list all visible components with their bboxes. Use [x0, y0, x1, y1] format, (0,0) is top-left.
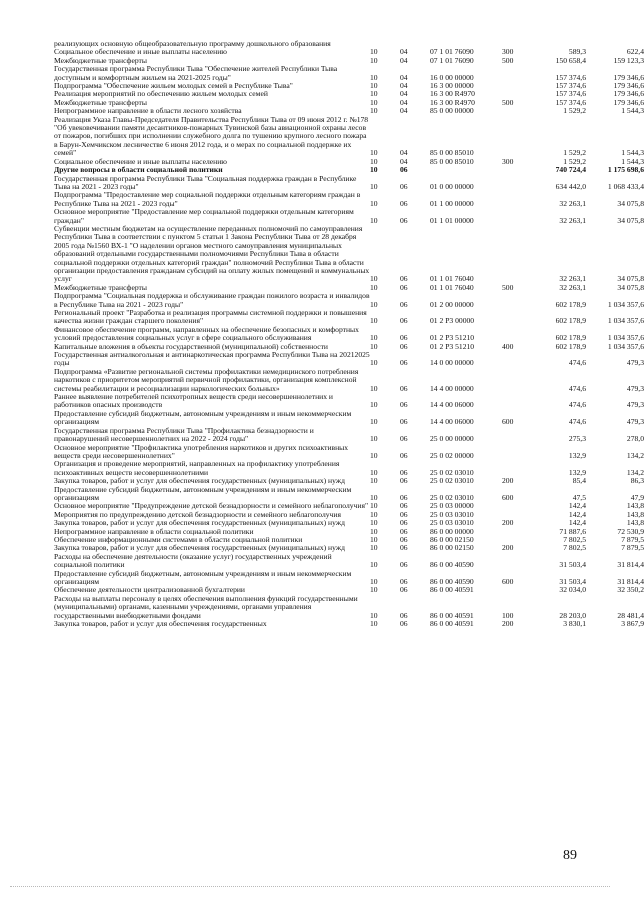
row-subsection-code: 04 — [400, 97, 408, 107]
row-target-article: 86 0 00 40590 — [430, 577, 474, 586]
row-expense-type — [502, 225, 528, 284]
row-name: Обеспечение информационными системами в области социальной политики — [54, 534, 303, 544]
row-amount-year-2: 479,3 — [626, 383, 644, 393]
row-amount-year-1: 602 178,9 — [555, 341, 586, 351]
row-amount-year-1: 602 178,9 — [555, 299, 586, 309]
row-section-code: 10 — [370, 165, 378, 175]
row-name: Мероприятия по предупреждению детской безнадзорности и семейного неблагополучия — [54, 509, 341, 519]
row-section-code: 10 — [370, 509, 378, 519]
table-row — [54, 444, 644, 461]
row-subsection-code: 06 — [400, 383, 408, 393]
row-amount-year-2: 7 879,5 — [621, 543, 644, 553]
row-amount-year-2: 179 346,6 — [613, 97, 644, 107]
row-subsection-code: 06 — [400, 299, 408, 309]
row-name: Закупка товаров, работ и услуг для обеспечения государственных (муниципальных) нужд — [54, 518, 345, 528]
row-target-article: 25 0 02 03010 — [430, 476, 474, 486]
row-subsection-code: 06 — [400, 282, 408, 292]
row-section-code: 10 — [370, 215, 378, 225]
row-target-article: 01 2 P3 00000 — [430, 316, 475, 326]
table-row — [54, 326, 644, 343]
row-name: Предоставление субсидий бюджетным, автономным учреждениям и иным некоммерческим организациям — [54, 408, 352, 427]
row-expense-type — [502, 175, 528, 192]
row-amount-year-1: 1 529,2 — [563, 148, 586, 158]
row-name: Обеспечение деятельности централизованной бухгалтерии — [54, 585, 245, 595]
row-amount-year-2: 34 075,8 — [617, 274, 644, 284]
row-expense-type — [502, 191, 528, 208]
row-name: Подпрограмма «Развитие региональной системы профилактики немедицинского потребления наркотиков с приоритетом мероприятий первичной профилактики, организация комплексной системы реабилитации и ресоциализации наркологических больных» — [54, 366, 359, 393]
row-expense-type — [502, 166, 528, 174]
row-expense-type: 600 — [502, 492, 514, 502]
budget-table — [54, 40, 644, 628]
row-subsection-code: 06 — [400, 518, 408, 528]
row-amount-year-2: 1 544,3 — [621, 106, 644, 116]
table-row — [54, 65, 644, 82]
row-expense-type — [502, 326, 528, 343]
row-target-article: 16 0 00 00000 — [430, 72, 474, 82]
row-target-article: 86 0 00 40591 — [430, 585, 474, 595]
row-name: Межбюджетные трансферты — [54, 282, 147, 292]
row-expense-type: 200 — [502, 476, 514, 486]
row-expense-type: 300 — [502, 47, 514, 57]
row-target-article: 25 0 02 03010 — [430, 492, 474, 502]
row-section-code: 10 — [370, 72, 378, 82]
row-expense-type — [502, 502, 528, 510]
row-amount-year-2: 31 814,4 — [617, 560, 644, 570]
row-subsection-code: 06 — [400, 577, 408, 586]
row-expense-type — [502, 208, 528, 225]
table-row — [54, 292, 644, 309]
row-name: Основное мероприятие "Предоставление мер социальной поддержки отдельным категориям граждан" — [54, 207, 354, 225]
row-target-article: 16 3 00 R4970 — [430, 89, 475, 99]
row-amount-year-2: 1 175 698,6 — [607, 165, 644, 175]
row-target-article: 25 0 02 03010 — [430, 467, 474, 477]
row-name: Межбюджетные трансферты — [54, 97, 147, 107]
row-name: Раннее выявление потребителей психотропных веществ среди несовершеннолетних и работников опасных производств — [54, 392, 333, 410]
row-section-code: 10 — [370, 610, 378, 620]
row-subsection-code: 06 — [400, 274, 408, 284]
row-section-code: 10 — [370, 383, 378, 393]
row-amount-year-2: 143,8 — [626, 518, 644, 528]
row-section-code: 10 — [370, 89, 378, 99]
row-section-code: 10 — [370, 476, 378, 486]
row-name: Подпрограмма "Предоставление мер социальной поддержки отдельным категориям граждан в Республике Тыва на 2021 - 2023 годы" — [54, 190, 361, 208]
row-subsection-code: 04 — [400, 47, 408, 57]
row-amount-year-2: 1 034 357,6 — [607, 333, 644, 343]
budget-table-body — [54, 40, 644, 628]
row-amount-year-1: 32 263,1 — [559, 274, 586, 284]
table-row — [54, 553, 644, 570]
row-subsection-code: 06 — [400, 450, 408, 460]
row-subsection-code: 06 — [400, 610, 408, 620]
row-name: Непрограммное направление в области социальной политики — [54, 526, 254, 536]
row-amount-year-1: 157 374,6 — [555, 72, 586, 82]
row-target-article: 85 0 00 85010 — [430, 156, 474, 166]
row-subsection-code: 06 — [400, 341, 408, 351]
table-row — [54, 427, 644, 444]
row-target-article: 14 4 00 06000 — [430, 400, 474, 410]
row-expense-type — [502, 553, 528, 570]
row-amount-year-1: 157 374,6 — [555, 89, 586, 99]
row-expense-type — [502, 107, 528, 115]
row-name: Основное мероприятие "Предупреждение детской безнадзорности и семейного неблагополучия" — [54, 501, 369, 511]
row-amount-year-1: 31 503,4 — [559, 577, 586, 586]
row-amount-year-1: 474,6 — [568, 383, 586, 393]
row-amount-year-1: 132,9 — [568, 450, 586, 460]
row-amount-year-2: 134,2 — [626, 467, 644, 477]
row-amount-year-1: 71 887,6 — [559, 526, 586, 536]
row-amount-year-2: 34 075,8 — [617, 282, 644, 292]
row-amount-year-2: 143,8 — [626, 509, 644, 519]
row-name: Предоставление субсидий бюджетным, автономным учреждениям и иным некоммерческим организациям — [54, 568, 352, 586]
row-amount-year-1: 3 830,1 — [563, 619, 586, 629]
row-subsection-code: 04 — [400, 156, 408, 166]
row-amount-year-1: 32 263,1 — [559, 215, 586, 225]
row-subsection-code: 06 — [400, 215, 408, 225]
row-amount-year-2: 159 123,3 — [613, 55, 644, 65]
row-amount-year-1: 157 374,6 — [555, 81, 586, 91]
row-subsection-code: 06 — [400, 198, 408, 208]
row-section-code: 10 — [370, 282, 378, 292]
row-amount-year-2: 134,2 — [626, 450, 644, 460]
row-expense-type: 100 — [502, 610, 514, 620]
row-expense-type: 500 — [502, 282, 514, 292]
row-target-article: 01 1 01 00000 — [430, 215, 474, 225]
row-section-code: 10 — [370, 585, 378, 595]
row-target-article: 25 0 03 03010 — [430, 518, 474, 528]
row-target-article: 01 0 00 00000 — [430, 181, 474, 191]
row-subsection-code: 04 — [400, 81, 408, 91]
row-amount-year-1: 150 658,4 — [555, 55, 586, 65]
row-amount-year-2: 34 075,8 — [617, 215, 644, 225]
row-target-article: 01 1 01 76040 — [430, 274, 474, 284]
row-expense-type: 300 — [502, 156, 514, 166]
table-row — [54, 175, 644, 192]
row-amount-year-1: 47,5 — [572, 492, 586, 502]
row-amount-year-1: 85,4 — [572, 476, 586, 486]
row-amount-year-2: 1 034 357,6 — [607, 341, 644, 351]
row-amount-year-1: 275,3 — [568, 434, 586, 444]
row-target-article: 25 0 02 00000 — [430, 450, 474, 460]
row-target-article: 14 4 00 00000 — [430, 383, 474, 393]
row-section-code: 10 — [370, 417, 378, 427]
row-target-article: 86 0 00 40591 — [430, 619, 474, 629]
row-section-code: 10 — [370, 299, 378, 309]
row-target-article: 14 4 00 06000 — [430, 417, 474, 427]
row-amount-year-2: 3 867,9 — [621, 619, 644, 629]
row-section-code: 10 — [370, 526, 378, 536]
row-name: Региональный проект "Разработка и реализация программы системной поддержки и повышения качества жизни граждан старшего поколения" — [54, 308, 367, 326]
row-amount-year-2: 1 544,3 — [621, 148, 644, 158]
row-name: Закупка товаров, работ и услуг для обеспечения государственных (муниципальных) нужд — [54, 543, 345, 553]
row-amount-year-1: 32 263,1 — [559, 198, 586, 208]
row-target-article: 86 0 00 40590 — [430, 560, 474, 570]
row-expense-type: 200 — [502, 619, 514, 629]
row-target-article: 86 0 00 02150 — [430, 543, 474, 553]
row-expense-type: 500 — [502, 97, 514, 107]
row-amount-year-1: 474,6 — [568, 358, 586, 368]
row-target-article: 85 0 00 85010 — [430, 148, 474, 158]
row-subsection-code: 06 — [400, 534, 408, 544]
row-amount-year-1: 157 374,6 — [555, 97, 586, 107]
row-amount-year-2: 1 544,3 — [621, 156, 644, 166]
row-amount-year-1: 474,6 — [568, 417, 586, 427]
row-expense-type — [502, 82, 528, 90]
row-section-code: 10 — [370, 560, 378, 570]
row-expense-type: 200 — [502, 543, 514, 553]
row-name: Социальное обеспечение и иные выплаты населению — [54, 156, 227, 166]
row-name: Другие вопросы в области социальной политики — [54, 165, 223, 175]
row-section-code: 10 — [370, 156, 378, 166]
row-target-article — [430, 166, 502, 174]
row-subsection-code: 06 — [400, 492, 408, 502]
row-name: Государственная программа Республики Тыва "Профилактика безнадзорности и правонарушений несовершеннолетних на 2022 - 2024 годы" — [54, 425, 314, 444]
row-subsection-code: 04 — [400, 89, 408, 99]
row-amount-year-1: 31 503,4 — [559, 560, 586, 570]
row-expense-type: 600 — [502, 417, 514, 427]
row-amount-year-2: 622,4 — [626, 47, 644, 57]
row-amount-year-1: 474,6 — [568, 400, 586, 410]
row-amount-year-2: 1 034 357,6 — [607, 316, 644, 326]
row-subsection-code: 06 — [400, 316, 408, 326]
row-amount-year-2: 7 879,5 — [621, 534, 644, 544]
row-section-code: 10 — [370, 543, 378, 553]
row-subsection-code: 06 — [400, 619, 408, 629]
row-name: Реализация мероприятий по обеспечению жильем молодых семей — [54, 89, 268, 99]
row-section-code: 10 — [370, 316, 378, 326]
table-row — [54, 116, 644, 158]
row-name: Расходы на обеспечение деятельности (оказание услуг) государственных учреждений социальной политики — [54, 551, 332, 570]
row-amount-year-2: 179 346,6 — [613, 72, 644, 82]
row-section-code: 10 — [370, 434, 378, 444]
row-subsection-code: 06 — [400, 501, 408, 511]
row-section-code: 10 — [370, 518, 378, 528]
row-subsection-code: 04 — [400, 148, 408, 158]
table-row — [54, 595, 644, 620]
row-section-code: 10 — [370, 467, 378, 477]
row-name: Организация и проведение мероприятий, направленных на профилактику употребления психоактивных веществ несовершеннолетними — [54, 459, 340, 477]
table-row — [54, 368, 644, 393]
row-expense-type: 600 — [502, 577, 514, 586]
row-amount-year-1: 602 178,9 — [555, 316, 586, 326]
row-section-code: 10 — [370, 106, 378, 116]
row-name: Подпрограмма "Обеспечение жильем молодых семей в Республике Тыва" — [54, 81, 293, 91]
row-target-article: 01 2 P3 51210 — [430, 333, 475, 343]
row-name: Расходы на выплаты персоналу в целях обеспечения выполнения функций государственными (муниципальными) органами, казенными учреждениями, органами управления государственными внебюджетными фондами — [54, 593, 358, 620]
table-row — [54, 410, 644, 427]
row-subsection-code: 06 — [400, 476, 408, 486]
row-amount-year-2: 28 481,4 — [617, 610, 644, 620]
row-name: Субвенции местным бюджетам на осуществление переданных полномочий по самоуправления Республики Тыва в соответствии с пунктом 5 статьи 1 Закона Республики Тыва от 28 декабря 2005 года №1560 ВХ-1 "О наделении органов местного самоуправления муниципальных образований отдельными государственными полномочиями Республики Тыва в области социальной поддержки отдельных категорий граждан" полномочий Республики Тыва в области организации предоставления гражданам субсидий на оплату жилых помещений и коммунальных услуг — [54, 223, 370, 284]
row-amount-year-2: 479,3 — [626, 400, 644, 410]
row-section-code: 10 — [370, 148, 378, 158]
row-name: Закупка товаров, работ и услуг для обеспечения государственных — [54, 619, 267, 629]
row-amount-year-2: 86,3 — [630, 476, 644, 486]
row-section-code: 10 — [370, 400, 378, 410]
row-name: Социальное обеспечение и иные выплаты населению — [54, 47, 227, 57]
row-subsection-code: 06 — [400, 543, 408, 553]
row-section-code: 10 — [370, 358, 378, 368]
row-section-code: 10 — [370, 81, 378, 91]
row-section-code: 10 — [370, 198, 378, 208]
row-amount-year-2: 47,9 — [630, 492, 644, 502]
row-subsection-code: 04 — [400, 72, 408, 82]
row-subsection-code: 06 — [400, 417, 408, 427]
table-row — [54, 570, 644, 587]
row-expense-type: 200 — [502, 518, 514, 528]
row-name: Межбюджетные трансферты — [54, 55, 147, 65]
table-row — [54, 486, 644, 503]
row-amount-year-2: 143,8 — [626, 501, 644, 511]
row-name: Государственная программа Республики Тыва "Обеспечение жителей Республики Тыва доступным и комфортным жильем на 2021-2025 годы" — [54, 64, 338, 82]
row-name: Финансовое обеспечение программ, направленных на обеспечение безопасных и комфортных условий предоставления социальных услуг в сфере социального обслуживания — [54, 324, 359, 343]
row-amount-year-1: 589,3 — [568, 47, 586, 57]
row-expense-type — [502, 393, 528, 410]
row-name: Государственная антиалкогольная и антинаркотическая программа Республики Тыва на 20212025 годы — [54, 350, 370, 368]
row-amount-year-2: 31 814,4 — [617, 577, 644, 586]
table-row — [54, 191, 644, 208]
row-expense-type — [502, 65, 528, 82]
row-amount-year-1: 602 178,9 — [555, 333, 586, 343]
row-expense-type — [502, 427, 528, 444]
row-name: реализующих основную общеобразовательную программу дошкольного образования — [54, 39, 331, 48]
row-amount-year-2: 72 530,9 — [617, 526, 644, 536]
row-subsection-code: 06 — [400, 400, 408, 410]
row-subsection-code: 06 — [400, 585, 408, 595]
row-section-code: 10 — [370, 619, 378, 629]
row-name: Подпрограмма "Социальная поддержка и обслуживание граждан пожилого возраста и инвалидов в Республике Тыва на 2021 - 2023 годы" — [54, 291, 370, 309]
row-amount-year-2: 179 346,6 — [613, 89, 644, 99]
table-row — [54, 393, 644, 410]
row-amount-year-1: 1 529,2 — [563, 156, 586, 166]
row-subsection-code: 04 — [400, 106, 408, 116]
row-section-code: 10 — [370, 47, 378, 57]
row-target-article: 16 3 00 00000 — [430, 81, 474, 91]
row-amount-year-2: 278,0 — [626, 434, 644, 444]
row-section-code: 10 — [370, 333, 378, 343]
row-amount-year-1: 634 442,0 — [555, 181, 586, 191]
row-amount-year-1: 7 802,5 — [563, 534, 586, 544]
table-row — [54, 351, 644, 368]
row-target-article: 85 0 00 00000 — [430, 106, 474, 116]
row-name: Непрограммное направление в области лесного хозяйства — [54, 106, 242, 116]
row-target-article: 16 3 00 R4970 — [430, 97, 475, 107]
row-amount-year-1: 7 802,5 — [563, 543, 586, 553]
row-target-article: 86 0 00 02150 — [430, 534, 474, 544]
row-amount-year-1: 28 203,0 — [559, 610, 586, 620]
row-section-code: 10 — [370, 501, 378, 511]
row-amount-year-2: 32 350,2 — [617, 585, 644, 595]
row-name: Закупка товаров, работ и услуг для обеспечения государственных (муниципальных) нужд — [54, 476, 345, 486]
row-expense-type: 400 — [502, 341, 514, 351]
row-name: Государственная программа Республики Тыва "Социальная поддержка граждан в Республике Тыва на 2021 - 2023 годы" — [54, 173, 357, 191]
row-amount-year-1: 1 529,2 — [563, 106, 586, 116]
row-amount-year-2: 1 068 433,4 — [607, 181, 644, 191]
row-target-article: 01 2 P3 51210 — [430, 341, 475, 351]
row-expense-type — [502, 292, 528, 309]
row-target-article: 25 0 00 00000 — [430, 434, 474, 444]
table-row — [54, 225, 644, 284]
table-row — [54, 309, 644, 326]
row-amount-year-1: 32 263,1 — [559, 282, 586, 292]
row-subsection-code: 06 — [400, 358, 408, 368]
row-amount-year-1: 740 724,4 — [555, 165, 586, 175]
row-amount-year-2: 1 034 357,6 — [607, 299, 644, 309]
row-section-code: 10 — [370, 534, 378, 544]
row-name: Основное мероприятие "Профилактика употребления наркотиков и других психоактивных веществ среди несовершеннолетних" — [54, 442, 349, 460]
page-number: 89 — [563, 848, 577, 863]
row-section-code: 10 — [370, 492, 378, 502]
row-target-article: 07 1 01 76090 — [430, 47, 474, 57]
row-expense-type — [502, 586, 528, 594]
row-subsection-code: 06 — [400, 467, 408, 477]
row-section-code: 10 — [370, 274, 378, 284]
row-amount-year-2: 179 346,6 — [613, 81, 644, 91]
table-row — [54, 208, 644, 225]
row-expense-type — [502, 460, 528, 477]
row-amount-year-1: 132,9 — [568, 467, 586, 477]
row-amount-year-1: 142,4 — [568, 518, 586, 528]
row-subsection-code: 04 — [400, 55, 408, 65]
row-subsection-code: 06 — [400, 509, 408, 519]
row-section-code: 10 — [370, 181, 378, 191]
row-expense-type: 500 — [502, 55, 514, 65]
row-subsection-code: 06 — [400, 165, 408, 175]
row-amount-year-2: 479,3 — [626, 358, 644, 368]
row-subsection-code: 06 — [400, 434, 408, 444]
row-expense-type — [502, 368, 528, 393]
row-target-article: 01 1 00 00000 — [430, 198, 474, 208]
row-target-article: 86 0 00 00000 — [430, 526, 474, 536]
row-amount-year-1: 32 034,0 — [559, 585, 586, 595]
table-row — [54, 620, 644, 628]
row-section-code: 10 — [370, 450, 378, 460]
row-target-article: 07 1 01 76090 — [430, 55, 474, 65]
row-target-article: 25 0 03 00000 — [430, 501, 474, 511]
row-name: Предоставление субсидий бюджетным, автономным учреждениям и иным некоммерческим организациям — [54, 484, 352, 502]
row-expense-type — [502, 116, 528, 158]
footer-divider — [10, 886, 610, 887]
row-section-code: 10 — [370, 577, 378, 586]
row-subsection-code: 06 — [400, 526, 408, 536]
row-subsection-code: 06 — [400, 181, 408, 191]
row-name: Капитальные вложения в объекты государственной (муниципальной) собственности — [54, 341, 328, 351]
row-target-article: 86 0 00 40591 — [430, 610, 474, 620]
row-subsection-code: 06 — [400, 333, 408, 343]
row-target-article: 01 2 00 00000 — [430, 299, 474, 309]
table-row — [54, 460, 644, 477]
row-name: Реализация Указа Главы-Председателя Правительства Республики Тыва от 09 июня 2012 г. №178 "Об увековечивании памяти десантников-пожарных Тувинской базы авиационной охраны лесов от пожаров, погибших при исполнении служебного долга по тушению крупного лесного пожара в Барун-Хемчикском лесничестве 6 июня 2012 года, и о мерах по социальной поддержке их семей" — [54, 114, 369, 158]
row-target-article: 01 1 01 76040 — [430, 282, 474, 292]
row-subsection-code: 06 — [400, 560, 408, 570]
row-section-code: 10 — [370, 55, 378, 65]
row-expense-type — [502, 528, 528, 536]
row-amount-year-1: 142,4 — [568, 501, 586, 511]
row-amount-year-1: 142,4 — [568, 509, 586, 519]
row-expense-type — [502, 309, 528, 326]
row-target-article: 14 0 00 00000 — [430, 358, 474, 368]
row-section-code: 10 — [370, 97, 378, 107]
row-amount-year-2: 479,3 — [626, 417, 644, 427]
row-expense-type — [502, 444, 528, 461]
row-expense-type — [502, 351, 528, 368]
row-amount-year-2: 34 075,8 — [617, 198, 644, 208]
row-section-code: 10 — [370, 341, 378, 351]
row-target-article: 25 0 03 03010 — [430, 509, 474, 519]
